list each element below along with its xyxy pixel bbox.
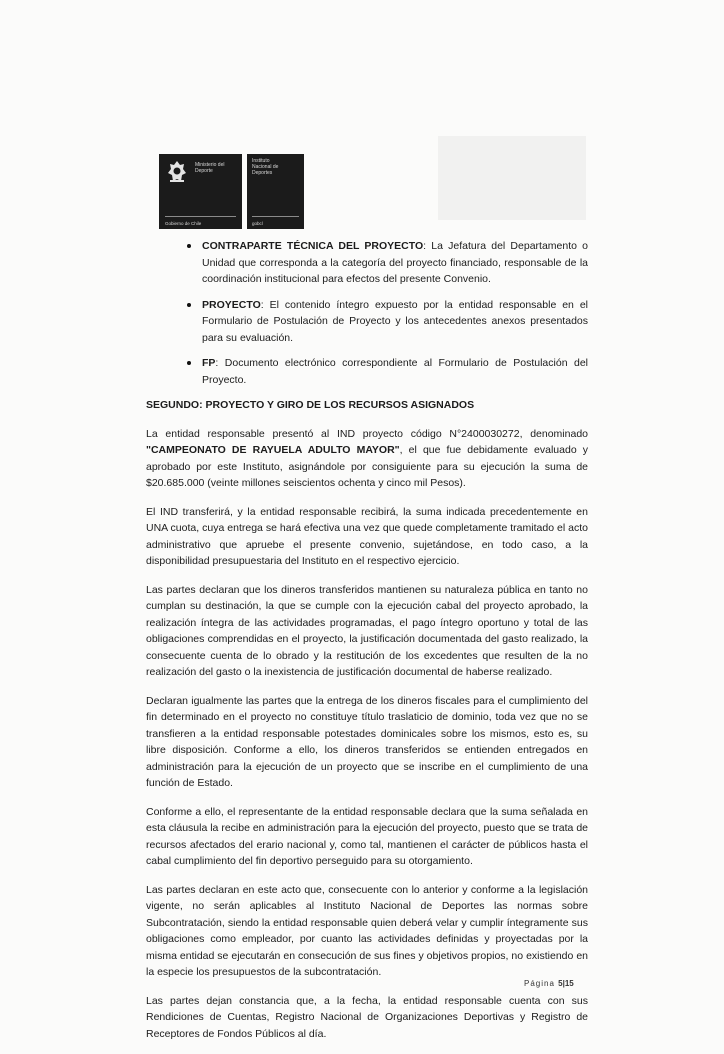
ind-logo-line3: Deportes: [252, 170, 273, 176]
ministry-logo-line1: Ministerio del: [195, 162, 225, 168]
bullet-icon: [187, 244, 191, 248]
definition-term: FP: [202, 357, 216, 369]
paragraph: Las partes declaran que los dineros transferidos mantienen su naturaleza pública en tanto no cumplan su destinación, la que se cumple con la ejecución cabal del proyecto aprobado, la realización íntegra de las actividades programadas, el pago íntegro oportuno y total de las obligaciones comprendidas en el proyecto, la justificación documentada del gasto realizado, la consecuente cuenta de lo obrado y la restitución de los excedentes que resulten de la no realización del gasto o la inexistencia de justificación documental de haberse realizado.: [146, 583, 588, 678]
paragraph: Conforme a ello, el representante de la entidad responsable declara que la suma señalada en esta cláusula la recibe en administración para la ejecución del proyecto, puesto que se trata de recursos afectados del erario nacional y, como tal, mantienen el carácter de públicos hasta el cabal cumplimiento del fin deportivo perseguido para su otorgamiento.: [146, 805, 588, 867]
logo-divider: [165, 216, 236, 217]
paragraph: Las partes declaran en este acto que, consecuente con lo anterior y conforme a la legislación vigente, no serán aplicables al Instituto Nacional de Deportes las normas sobre Subcontratación, siendo la entidad responsable quien deberá velar y cumplir íntegramente sus obligaciones como empleador, por cuanto las actividades definidas y proyectadas por la misma entidad se ejecutarán en consecución de sus fines y objetivos propios, no existiendo en la especie los presupuestos de la subcontratación.: [146, 883, 588, 978]
chile-coat-of-arms-icon: [166, 160, 188, 184]
definition-term: PROYECTO: [202, 298, 261, 311]
definition-text: : Documento electrónico correspondiente al Formulario de Postulación del Proyecto.: [202, 357, 588, 386]
ministry-logo-footer: Gobierno de Chile: [165, 221, 202, 226]
project-name: "CAMPEONATO DE RAYUELA ADULTO MAYOR": [146, 444, 400, 456]
definition-item: [146, 297, 588, 347]
ind-logo: [247, 154, 304, 229]
definition-term: CONTRAPARTE TÉCNICA DEL PROYECTO: [202, 240, 424, 252]
paragraph-text: , el que fue debidamente evaluado y aprobado por este Instituto, asignándole por consiguiente para su ejecución la suma de $20.685.000 (veinte millones seiscientos ochenta y cinco mil Pesos).: [146, 444, 588, 489]
definition-item: [146, 355, 588, 388]
page-current: 5: [558, 979, 563, 988]
ind-logo-footer: gobcl: [252, 221, 263, 226]
document-body: [146, 238, 588, 1054]
definition-text: : El contenido íntegro expuesto por la entidad responsable en el Formulario de Postulación de Proyecto y los antecedentes anexos presentados para su evaluación.: [202, 298, 588, 344]
page-total: 15: [564, 979, 574, 988]
section-heading: SEGUNDO: PROYECTO Y GIRO DE LOS RECURSOS ASIGNADOS: [146, 399, 475, 411]
paragraph: [146, 426, 588, 492]
paragraph-text: La entidad responsable presentó al IND proyecto código N°2400030272, denominado: [146, 427, 588, 440]
ministry-logo-line2: Deporte: [195, 168, 213, 174]
definition-item: [146, 238, 588, 288]
ind-logo-line2: Nacional de: [252, 164, 279, 170]
page-number-footer: [524, 979, 574, 988]
definition-text: : La Jefatura del Departamento o Unidad que corresponda a la categoría del proyecto financiado, responsable de la coordinación institucional para efectos del presente Convenio.: [202, 240, 589, 285]
bullet-icon: [187, 303, 191, 307]
paragraph: Declaran igualmente las partes que la entrega de los dineros fiscales para el cumplimiento del fin determinado en el proyecto no constituye título traslaticio de dominio, toda vez que no se transfieren a la entidad responsable potestades dominicales sobre los mismos, esto es, su libre disposición. Conforme a ello, los dineros transferidos se entienden entregados en administración para la ejecución de un proyecto que se inscribe en el cumplimiento de una función de Estado.: [146, 694, 588, 789]
ind-logo-line1: Instituto: [252, 158, 270, 164]
paragraph: Las partes dejan constancia que, a la fecha, la entidad responsable cuenta con sus Rendiciones de Cuentas, Registro Nacional de Organizaciones Deportivas y Registro de Receptores de Fondos Públicos al día.: [146, 994, 588, 1040]
bleed-through-mark: [438, 136, 586, 220]
page-separator: |: [562, 979, 565, 988]
paragraph: El IND transferirá, y la entidad responsable recibirá, la suma indicada precedentemente en UNA cuota, cuya entrega se hará efectiva una vez que quede completamente tramitado el acto administrativo que apruebe el presente convenio, sujetándose, en todo caso, a la disponibilidad presupuestaria del Instituto en el respectivo ejercicio.: [146, 505, 588, 567]
page-label: Página: [524, 979, 555, 988]
bullet-icon: [187, 361, 191, 365]
logo-divider: [252, 216, 299, 217]
ministerio-deporte-logo: [159, 154, 242, 229]
